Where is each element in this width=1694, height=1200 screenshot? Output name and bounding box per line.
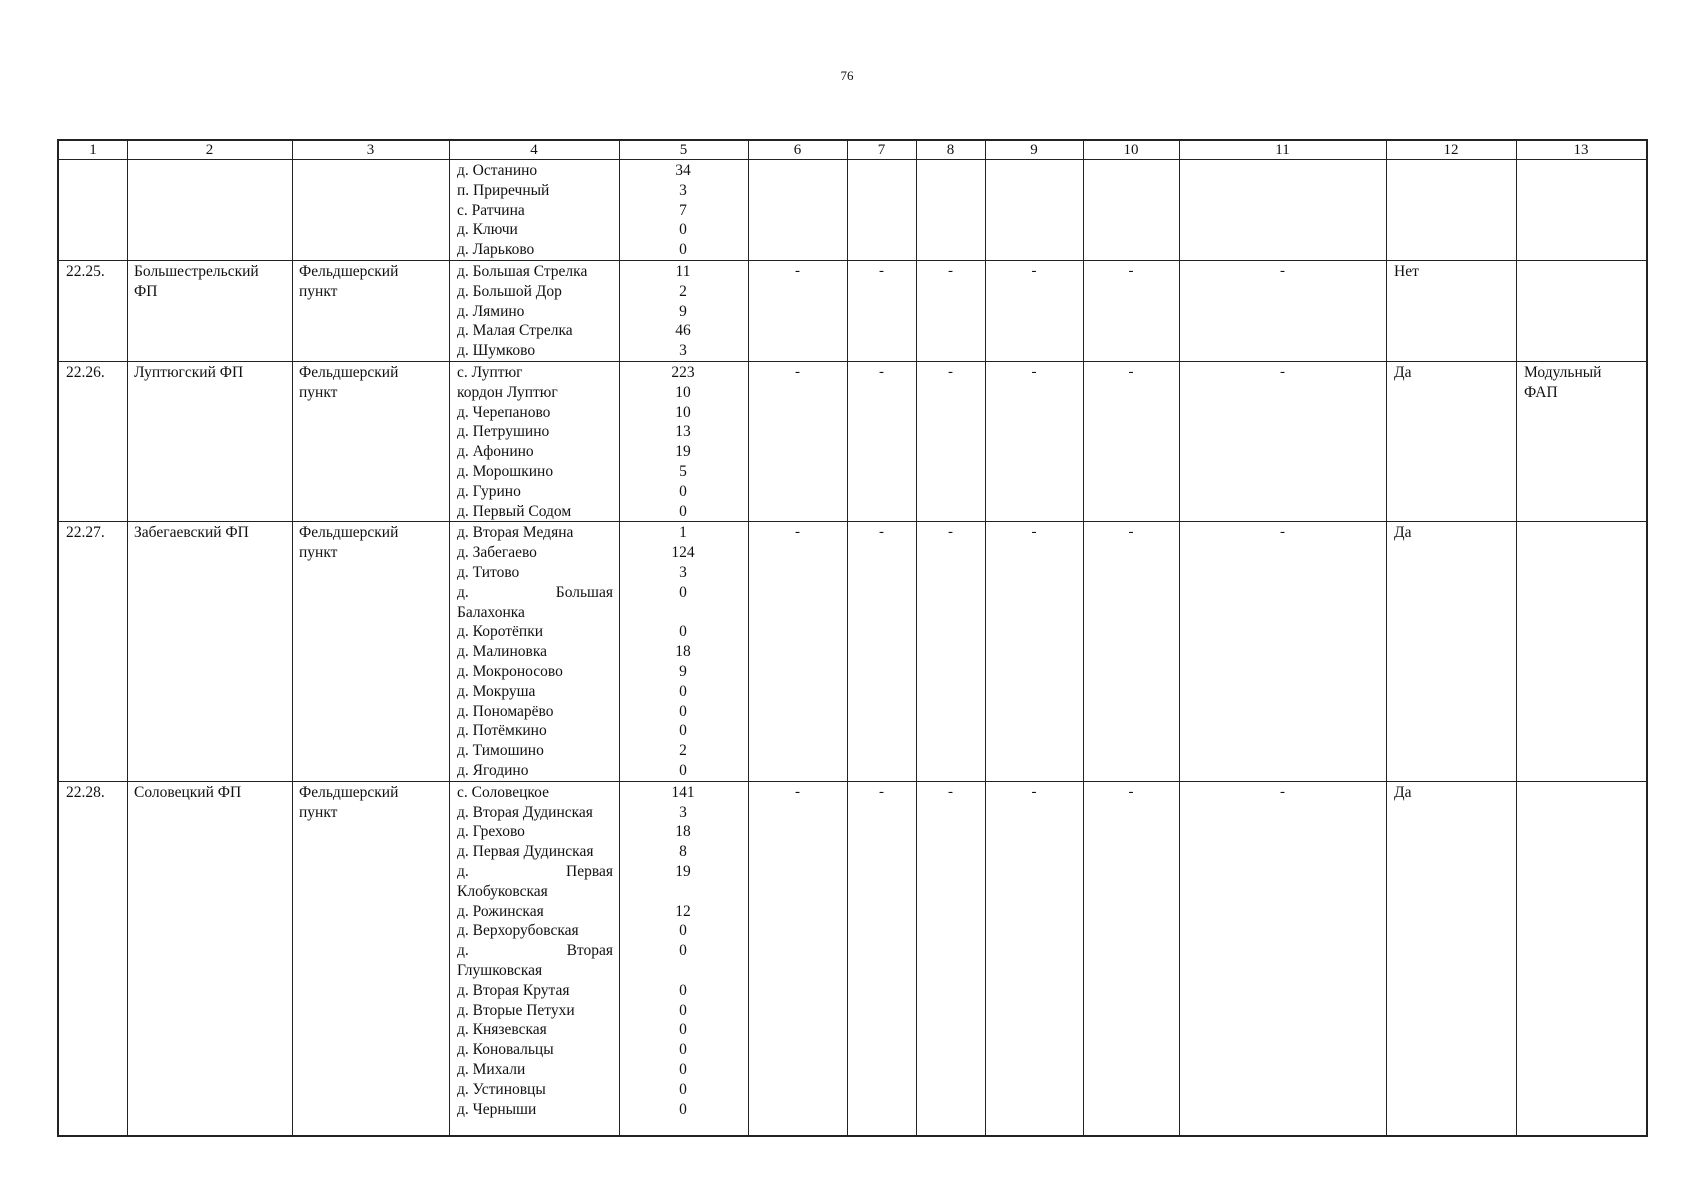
settlement-population: 5 <box>679 463 687 480</box>
column-header: 9 <box>1030 142 1038 158</box>
settlement-population: 0 <box>679 502 687 520</box>
settlement-name-part: Глушковская <box>457 962 543 979</box>
settlement-name: д. Останино <box>457 162 538 179</box>
column-divider <box>1179 141 1180 1135</box>
settlement-name: д. Большой Дор <box>457 282 562 300</box>
settlement-population: 11 <box>675 263 691 280</box>
settlement-population: 223 <box>671 364 695 381</box>
settlement-population: 9 <box>679 302 687 320</box>
column-header: 13 <box>1573 142 1589 158</box>
settlement-population: 0 <box>679 1100 687 1118</box>
settlement-population: 0 <box>679 1041 687 1059</box>
settlement-population: 3 <box>679 803 687 821</box>
empty-dash: - <box>1031 783 1037 800</box>
column-header: 5 <box>679 142 688 158</box>
settlement-name: д. Ключи <box>457 221 518 239</box>
settlement-population: 19 <box>675 443 691 461</box>
facility-name: ФП <box>134 282 158 300</box>
settlement-population: 18 <box>675 643 691 661</box>
empty-dash: - <box>948 783 953 800</box>
settlement-name: д. Малая Стрелка <box>457 322 573 340</box>
facility-type: Фельдшерский <box>299 263 399 280</box>
settlement-name: д. Черныши <box>457 1100 537 1118</box>
settlement-name: кордон Луптюг <box>457 383 558 401</box>
settlement-name: д. Первая Дудинская <box>457 843 594 861</box>
col12-value: Да <box>1394 364 1412 381</box>
settlement-name: с. Ратчина <box>457 201 525 219</box>
empty-dash: - <box>948 524 953 541</box>
settlement-name <box>457 583 613 603</box>
row-divider <box>59 521 1646 522</box>
row-divider <box>59 260 1646 261</box>
settlements-table <box>57 139 1648 1137</box>
empty-dash: - <box>1128 524 1134 541</box>
settlement-name-part: Балахонка <box>457 603 525 621</box>
column-header: 10 <box>1123 142 1139 158</box>
facility-type: Фельдшерский <box>299 364 399 381</box>
column-header: 12 <box>1443 142 1459 158</box>
column-header: 3 <box>366 142 375 158</box>
settlement-name: д. Лямино <box>457 302 525 320</box>
column-divider <box>916 141 917 1135</box>
column-header: 4 <box>530 142 538 158</box>
settlement-name: д. Мокруша <box>457 682 536 700</box>
settlement-name: д. Коновальцы <box>457 1041 554 1059</box>
settlement-population: 7 <box>679 201 687 219</box>
empty-dash: - <box>1280 364 1285 380</box>
settlement-population: 10 <box>675 403 691 421</box>
settlement-population: 3 <box>679 342 687 360</box>
settlement-population: 0 <box>679 221 687 239</box>
empty-dash: - <box>1128 263 1134 279</box>
settlement-name <box>457 862 613 882</box>
settlement-name <box>457 941 613 961</box>
facility-type: пункт <box>299 282 338 300</box>
facility-name: Соловецкий ФП <box>134 783 242 801</box>
column-divider <box>449 141 450 1135</box>
facility-type: пункт <box>299 544 338 562</box>
settlement-population: 3 <box>679 181 687 199</box>
settlement-name: д. Князевская <box>457 1021 547 1039</box>
row-number: 22.25. <box>66 263 105 280</box>
settlement-name-part: д. <box>457 583 469 601</box>
column-divider <box>1083 141 1084 1135</box>
settlement-population: 0 <box>679 762 687 779</box>
col12-value: Да <box>1394 783 1412 801</box>
settlement-name: д. Вторая Дудинская <box>457 803 593 821</box>
settlement-name-part: д. <box>457 942 469 960</box>
settlement-population: 124 <box>671 544 695 562</box>
settlement-population: 0 <box>679 981 687 999</box>
settlement-name: с. Соловецкое <box>457 783 549 801</box>
settlement-population: 0 <box>679 1080 687 1098</box>
column-divider <box>127 141 128 1135</box>
empty-dash: - <box>1280 524 1285 541</box>
settlement-population: 8 <box>679 843 687 861</box>
facility-name: Большестрельский <box>134 263 259 280</box>
settlement-population: 13 <box>675 423 691 441</box>
settlement-name: д. Мокроносово <box>457 663 563 680</box>
settlement-name-part: д. <box>457 863 469 880</box>
settlement-name-part: Клобуковская <box>457 882 548 900</box>
column-divider <box>748 141 749 1135</box>
settlement-name: д. Титово <box>457 564 520 581</box>
settlement-population: 0 <box>679 722 687 740</box>
col13-note: ФАП <box>1524 383 1558 401</box>
settlement-name: д. Устиновцы <box>457 1080 546 1098</box>
settlement-name: д. Пономарёво <box>457 702 554 720</box>
row-divider <box>59 781 1646 782</box>
empty-dash: - <box>795 783 800 800</box>
empty-dash: - <box>795 263 800 279</box>
empty-dash: - <box>1280 783 1285 800</box>
column-divider <box>1516 141 1517 1135</box>
empty-dash: - <box>1031 263 1037 279</box>
settlement-name: д. Шумково <box>457 342 536 360</box>
empty-dash: - <box>879 783 884 800</box>
empty-dash: - <box>1128 364 1134 380</box>
facility-name: Луптюгский ФП <box>134 364 244 381</box>
empty-dash: - <box>879 524 884 541</box>
empty-dash: - <box>1280 263 1285 279</box>
column-header: 8 <box>946 142 955 158</box>
facility-type: Фельдшерский <box>299 783 399 801</box>
column-header: 2 <box>205 142 214 158</box>
column-divider <box>1386 141 1387 1135</box>
row-number: 22.27. <box>66 524 105 542</box>
empty-dash: - <box>1031 524 1037 541</box>
empty-dash: - <box>1031 364 1037 380</box>
empty-dash: - <box>795 524 800 541</box>
settlement-name: д. Первый Содом <box>457 502 572 520</box>
settlement-population: 0 <box>679 583 687 601</box>
row-number: 22.26. <box>66 364 105 381</box>
col12-value: Нет <box>1394 263 1419 280</box>
settlement-name: п. Приречный <box>457 181 550 199</box>
col12-value: Да <box>1394 524 1412 542</box>
row-divider <box>59 361 1646 362</box>
empty-dash: - <box>948 364 953 380</box>
row-number: 22.28. <box>66 783 105 801</box>
settlement-name: д. Коротёпки <box>457 623 544 641</box>
settlement-population: 0 <box>679 682 687 700</box>
col13-note: Модульный <box>1524 364 1602 381</box>
settlement-population: 0 <box>679 482 687 500</box>
settlement-name-part: Большая <box>555 583 613 601</box>
settlement-name: д. Вторые Петухи <box>457 1001 575 1019</box>
settlement-name: д. Афонино <box>457 443 534 461</box>
settlement-name: д. Тимошино <box>457 742 544 760</box>
settlement-name: д. Петрушино <box>457 423 550 441</box>
settlement-name: д. Ларьково <box>457 241 535 259</box>
settlement-name-part: Первая <box>566 863 613 880</box>
column-header: 7 <box>877 142 886 158</box>
settlement-population: 19 <box>675 863 691 880</box>
settlement-population: 2 <box>679 742 687 760</box>
settlement-population: 9 <box>679 663 687 680</box>
settlement-population: 3 <box>679 564 687 581</box>
settlement-name: д. Верхорубовская <box>457 922 579 940</box>
settlement-population: 141 <box>671 783 695 801</box>
settlement-name: д. Ягодино <box>457 762 529 779</box>
settlement-name: д. Рожинская <box>457 902 544 920</box>
settlement-population: 12 <box>675 902 691 920</box>
facility-type: пункт <box>299 383 338 401</box>
empty-dash: - <box>1128 783 1134 800</box>
settlement-name: д. Большая Стрелка <box>457 263 588 280</box>
settlement-name: д. Вторая Медяна <box>457 524 574 542</box>
column-divider <box>292 141 293 1135</box>
settlement-name: д. Морошкино <box>457 463 554 480</box>
settlement-name: д. Михали <box>457 1061 526 1078</box>
settlement-population: 0 <box>679 241 687 259</box>
column-header: 1 <box>89 142 97 158</box>
facility-name: Забегаевский ФП <box>134 524 249 542</box>
column-header: 6 <box>793 142 802 158</box>
facility-type: пункт <box>299 803 338 821</box>
settlement-population: 0 <box>679 1001 687 1019</box>
facility-type: Фельдшерский <box>299 524 399 542</box>
settlement-population: 0 <box>679 623 687 641</box>
settlement-population: 1 <box>679 524 687 542</box>
settlement-name: с. Луптюг <box>457 364 523 381</box>
settlement-name-part: Вторая <box>566 942 613 960</box>
settlement-name: д. Грехово <box>457 823 525 841</box>
settlement-population: 2 <box>679 282 687 300</box>
settlement-population: 0 <box>679 942 687 960</box>
empty-dash: - <box>879 263 884 279</box>
page-number: 76 <box>840 68 854 83</box>
column-divider <box>985 141 986 1135</box>
settlement-population: 0 <box>679 1061 687 1078</box>
settlement-name: д. Гурино <box>457 482 521 500</box>
settlement-population: 0 <box>679 702 687 720</box>
empty-dash: - <box>795 364 800 380</box>
settlement-population: 34 <box>675 162 691 179</box>
column-divider <box>847 141 848 1135</box>
settlement-name: д. Черепаново <box>457 403 551 421</box>
settlement-name: д. Малиновка <box>457 643 548 661</box>
settlement-population: 0 <box>679 922 687 940</box>
settlement-name: д. Забегаево <box>457 544 537 562</box>
settlement-name: д. Потёмкино <box>457 722 547 740</box>
settlement-name: д. Вторая Крутая <box>457 981 570 999</box>
settlement-population: 10 <box>675 383 691 401</box>
settlement-population: 46 <box>675 322 691 340</box>
column-header: 11 <box>1275 142 1290 158</box>
empty-dash: - <box>948 263 953 279</box>
empty-dash: - <box>879 364 884 380</box>
settlement-population: 0 <box>679 1021 687 1039</box>
settlement-population: 18 <box>675 823 691 841</box>
